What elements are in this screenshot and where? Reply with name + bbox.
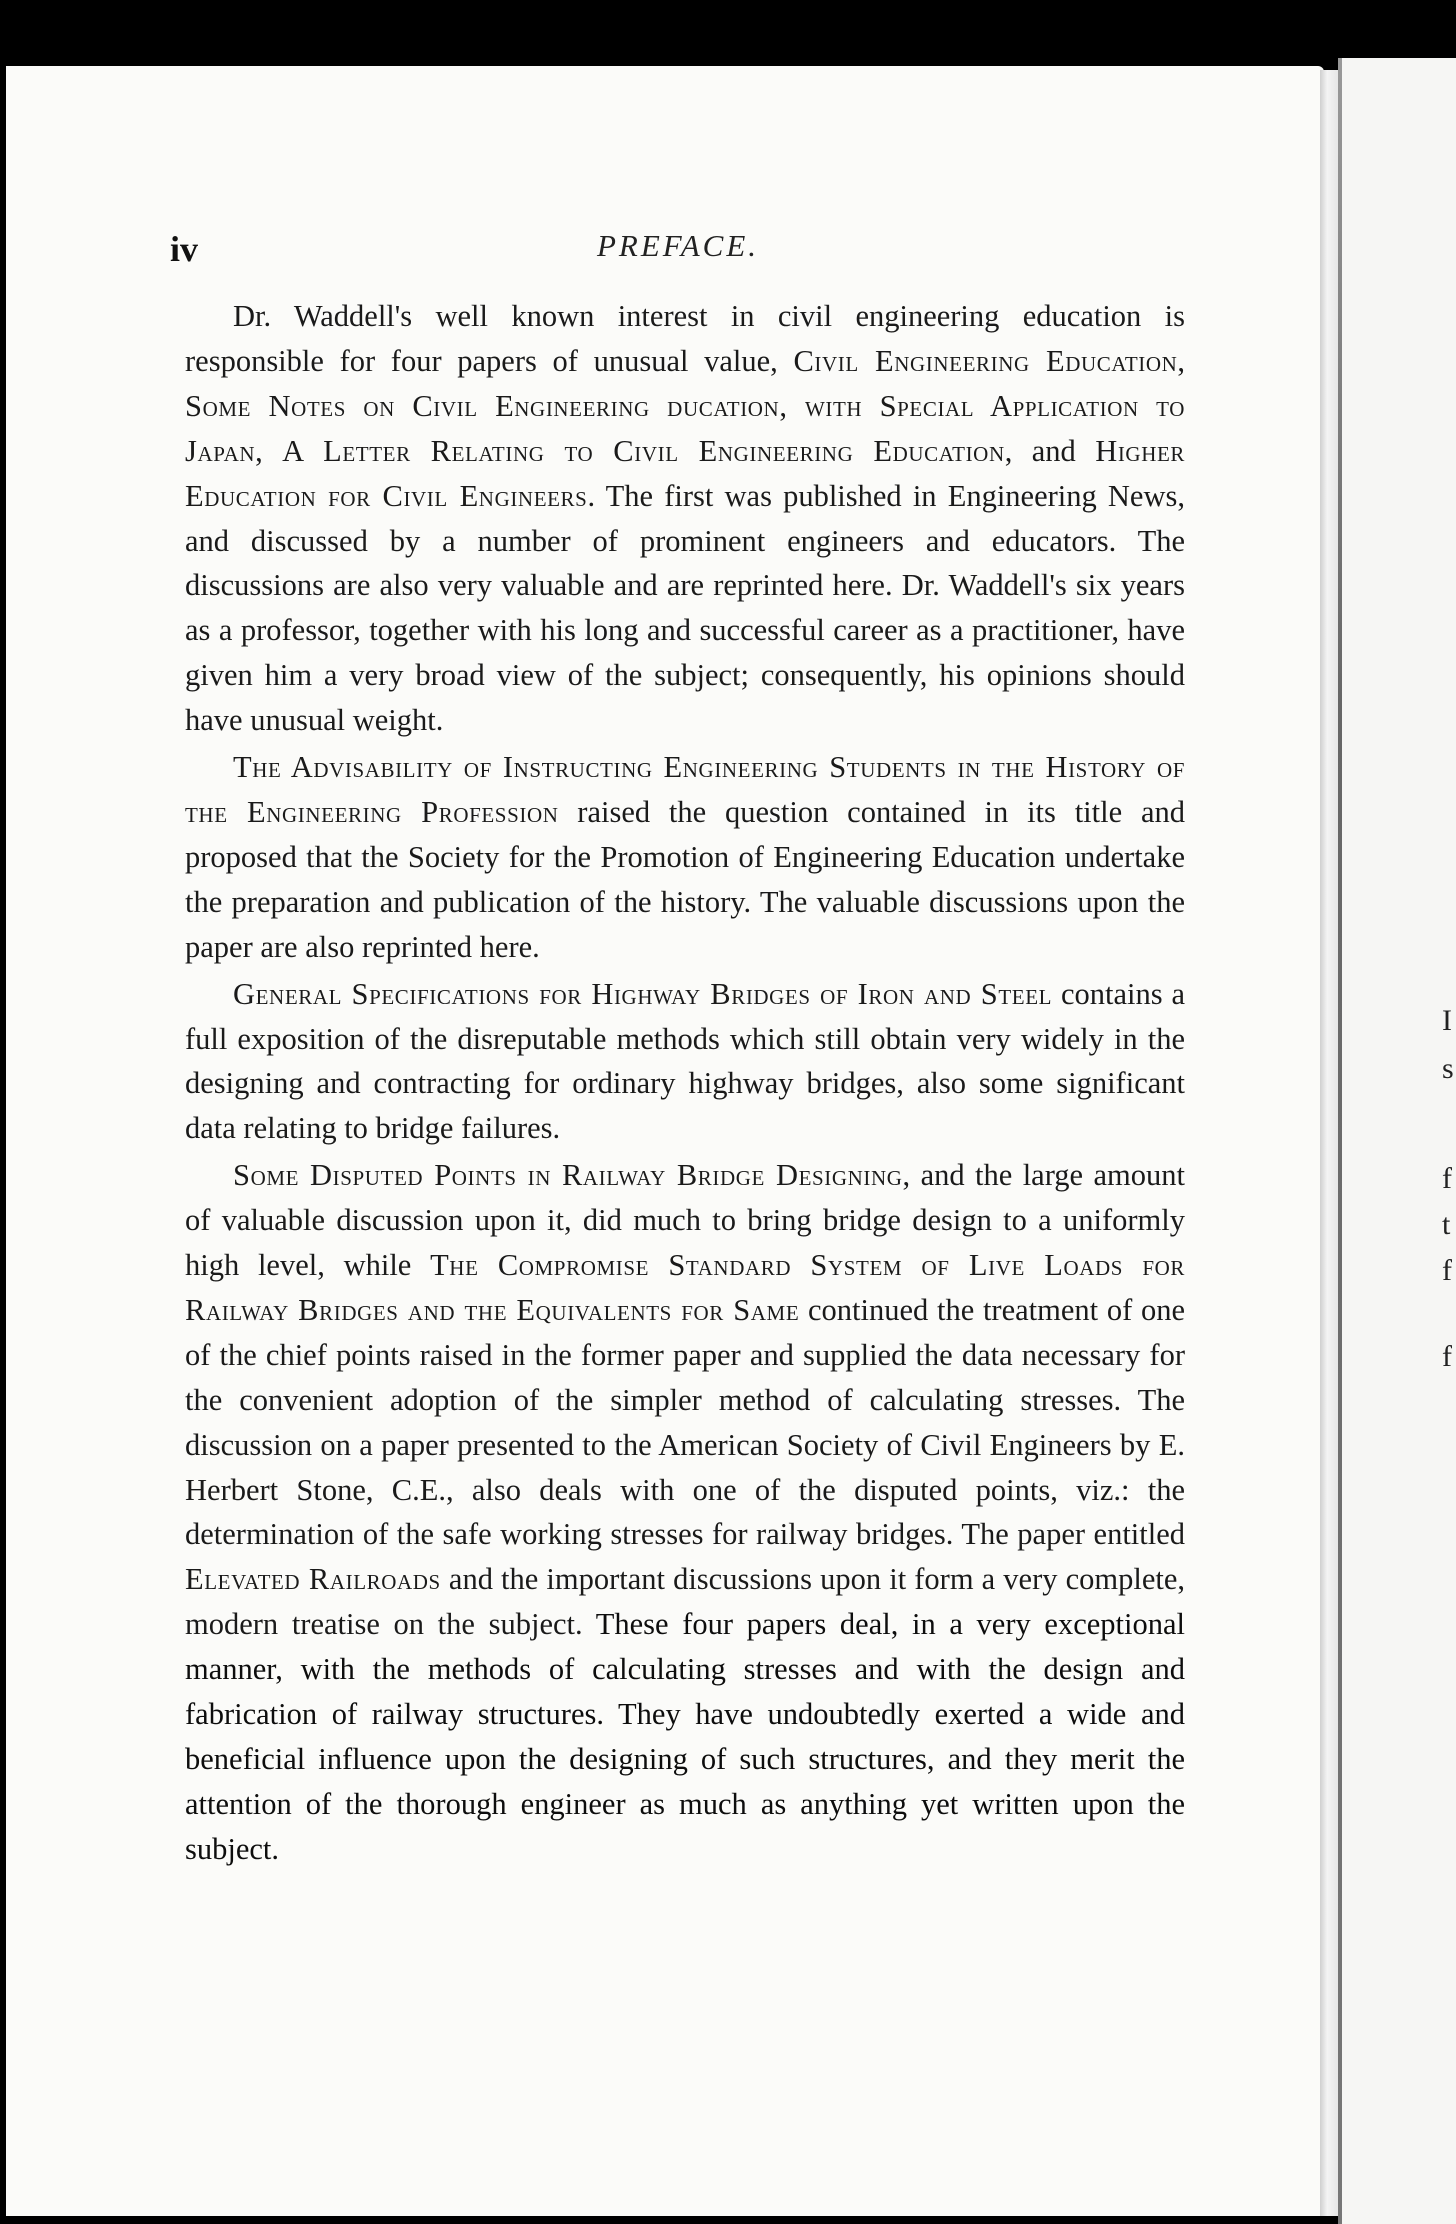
facing-page-fragment: f [1442,1254,1452,1287]
text-run: , [255,433,283,468]
facing-page-fragment: f [1442,1162,1452,1195]
text-run: , [1177,343,1185,378]
scan-border [0,0,1456,64]
paragraph [185,294,1185,743]
paper-title: The Compromise Standard System of Live Loads for Railway Bridges and the Equivalents for Same [185,1248,1186,1327]
facing-page [1338,58,1456,2224]
text-run: Dr. Waddell's well known interest in civil engineering education is responsible for four papers of unusual value, [185,299,1185,378]
paper-title: Elevated Railroads [185,1562,441,1597]
paragraph [185,972,1185,1152]
paragraph [185,1153,1185,1872]
running-head: PREFACE. [596,228,760,263]
text-run: and the important discussions upon it form a very complete, modern treatise on the subject. [185,1562,1185,1642]
paper-title: Some Disputed Points in Railway Bridge Designing [233,1158,903,1193]
facing-page-fragment: t [1442,1208,1451,1241]
text-run: continued the treatment of one of the chief points raised in the former paper and supplied the data necessary for the convenient adoption of the simpler method of calculating stresses. The discussion on a paper presented to the American Society of Civil Engineers by E. Herbert Stone, C.E., also deals with one of the disputed points, viz.: the determination of the safe working stresses for railway bridges. The paper entitled [185,1292,1185,1552]
text-run: , and [1004,433,1096,468]
page-edge [1320,70,1338,2216]
facing-page-fragment: I [1442,1004,1452,1037]
body-text [185,294,1185,1872]
text-run: . The first was published in Engineering News, and discussed by a number of prominent engineers and educators. The discussions are also very valuable and are reprinted here. Dr. Waddell's six years as a professor, together with his long and successful career as a practitioner, have given him a very broad view of the subject; consequently, his opinions should have unusual weight. [185,478,1185,738]
text-run: raised the question contained in its title and proposed that the Society for the Promotion of Engineering Education undertake the preparation and publication of the history. The valuable discussions upon the paper are also reprinted here. [185,794,1185,964]
paragraph [185,745,1185,970]
paper-title: A Letter Relating to Civil Engineering Education [282,433,1005,468]
page-number: iv [170,229,199,269]
facing-page-fragment: f [1442,1340,1452,1373]
facing-page-fragment: s [1442,1052,1454,1085]
page-header [170,228,1186,272]
paper-title: General Specifications for Highway Bridges of Iron and Steel [233,976,1053,1011]
paper-title: The Advisability of Instructing Engineering Students in the History of the Engineering Profession [185,750,1185,829]
gutter-line [1338,58,1342,2224]
text-run: These four papers deal, in a very exceptional manner, with the methods of calculating stresses and with the design and fabrication of railway structures. They have undoubtedly exerted a wide and beneficial influence upon the designing of such structures, and they merit the attention of the thorough engineer as much as anything yet written upon the subject. [185,1607,1185,1866]
paper-title: Higher Education for Civil Engineers [185,433,1185,513]
paper-title: Some Notes on Civil Engineering ducation, with Special Application to Japan [185,388,1185,468]
text-run: contains a full exposition of the disreputable methods which still obtain very widely in the designing and contracting for ordinary highway bridges, also some significant data relating to bridge failures. [185,976,1185,1146]
paper-title: Civil Engineering Education [793,343,1178,378]
text-run: , and the large amount of valuable discussion upon it, did much to bring bridge design to a uniformly high level, while [185,1158,1185,1283]
